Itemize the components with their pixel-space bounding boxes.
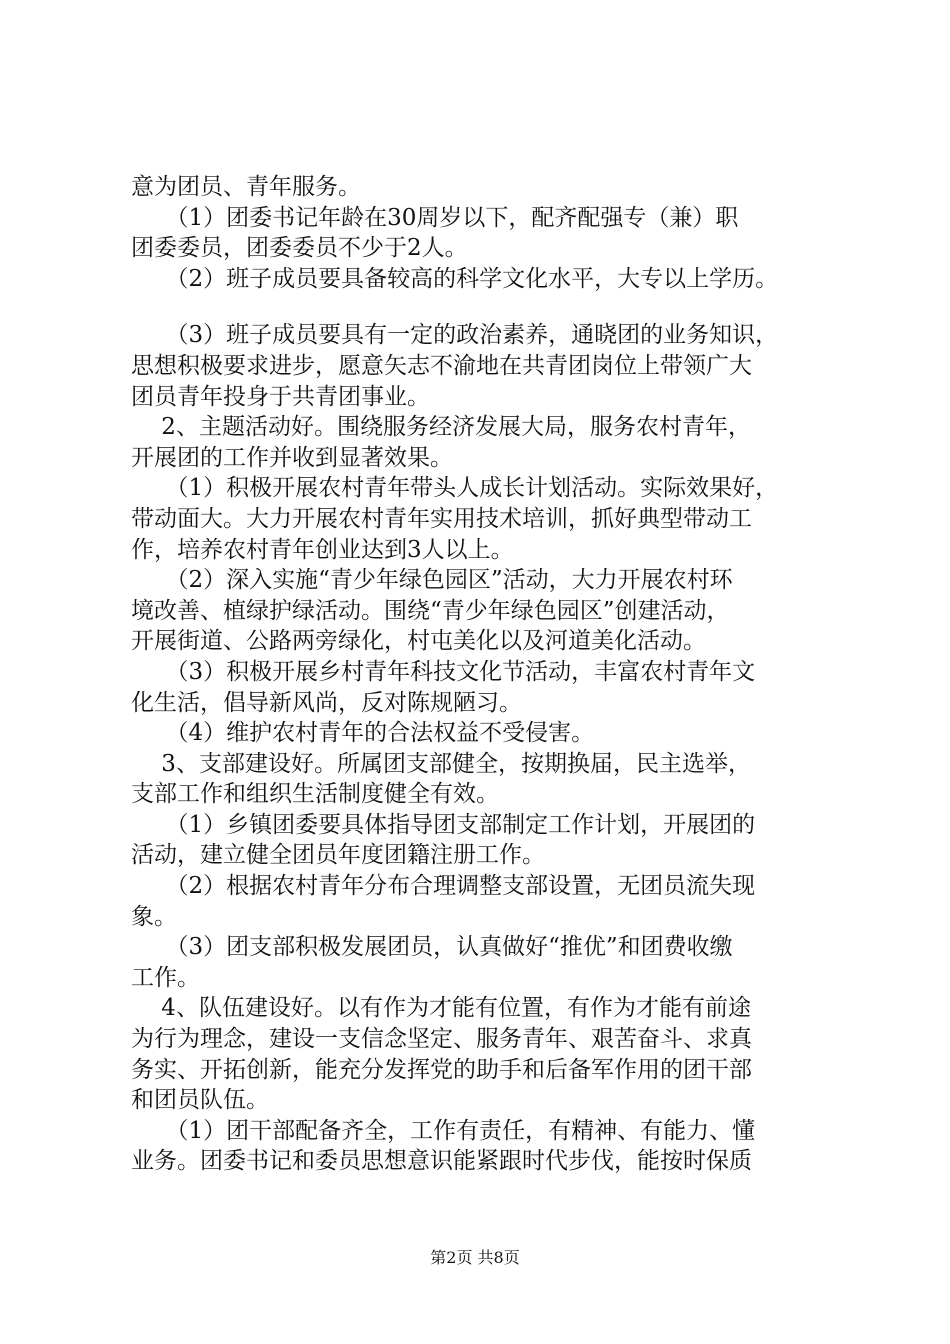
text-line: 务实、开拓创新，能充分发挥党的助手和后备军作用的团干部 [131, 1056, 752, 1083]
text-line: 开展团的工作并收到显著效果。 [131, 444, 453, 471]
text-line: 作，培养农村青年创业达到3人以上。 [131, 536, 514, 563]
text-line: 为行为理念，建设一支信念坚定、服务青年、艰苦奋斗、求真 [131, 1026, 752, 1053]
text-line: 意为团员、青年服务。 [131, 174, 361, 200]
text-line: 2、主题活动好。围绕服务经济发展大局，服务农村青年， [131, 414, 751, 441]
text-line: 化生活，倡导新风尚，反对陈规陋习。 [131, 689, 522, 716]
text-line: 工作。 [131, 964, 200, 991]
text-line: （3）团支部积极发展团员，认真做好“推优”和团费收缴 [131, 934, 733, 961]
text-line: （2）班子成员要具备较高的科学文化水平，大专以上学历。 [131, 265, 779, 292]
text-line: 思想积极要求进步，愿意矢志不渝地在共青团岗位上带领广大 [131, 352, 752, 379]
blank-line [131, 294, 841, 320]
text-line: 3、支部建设好。所属团支部健全，按期换届，民主选举， [131, 750, 751, 777]
text-line: （1）乡镇团委要具体指导团支部制定工作计划，开展团的 [131, 811, 756, 838]
text-line: 象。 [131, 903, 177, 930]
text-line: （2）深入实施“青少年绿色园区”活动，大力开展农村环 [131, 567, 733, 594]
text-line: （1）积极开展农村青年带头人成长计划活动。实际效果好， [131, 475, 779, 502]
text-line: （4）维护农村青年的合法权益不受侵害。 [131, 720, 595, 747]
text-line: 团委委员，团委委员不少于2人。 [131, 235, 468, 262]
text-line: 业务。团委书记和委员思想意识能紧跟时代步伐，能按时保质 [131, 1148, 752, 1175]
text-line: 活动，建立健全团员年度团籍注册工作。 [131, 842, 545, 869]
document-body [131, 172, 841, 1177]
text-line: 境改善、植绿护绿活动。围绕“青少年绿色园区”创建活动， [131, 597, 730, 624]
text-line: （1）团委书记年龄在30周岁以下，配齐配强专（兼）职 [131, 204, 739, 231]
text-line: 带动面大。大力开展农村青年实用技术培训，抓好典型带动工 [131, 505, 752, 532]
text-line: （3）积极开展乡村青年科技文化节活动，丰富农村青年文 [131, 658, 756, 685]
text-line: 和团员队伍。 [131, 1087, 269, 1114]
text-line: 团员青年投身于共青团事业。 [131, 383, 430, 410]
text-line: （1）团干部配备齐全，工作有责任，有精神、有能力、懂 [131, 1117, 756, 1144]
page-number-footer: 第2页 共8页 [430, 1248, 520, 1267]
text-line: （2）根据农村青年分布合理调整支部设置，无团员流失现 [131, 873, 756, 900]
text-line: 支部工作和组织生活制度健全有效。 [131, 781, 499, 808]
text-line: 4、队伍建设好。以有作为才能有位置，有作为才能有前途 [131, 995, 751, 1022]
text-line: 开展街道、公路两旁绿化，村屯美化以及河道美化活动。 [131, 628, 706, 655]
text-line: （3）班子成员要具有一定的政治素养，通晓团的业务知识， [131, 322, 779, 349]
